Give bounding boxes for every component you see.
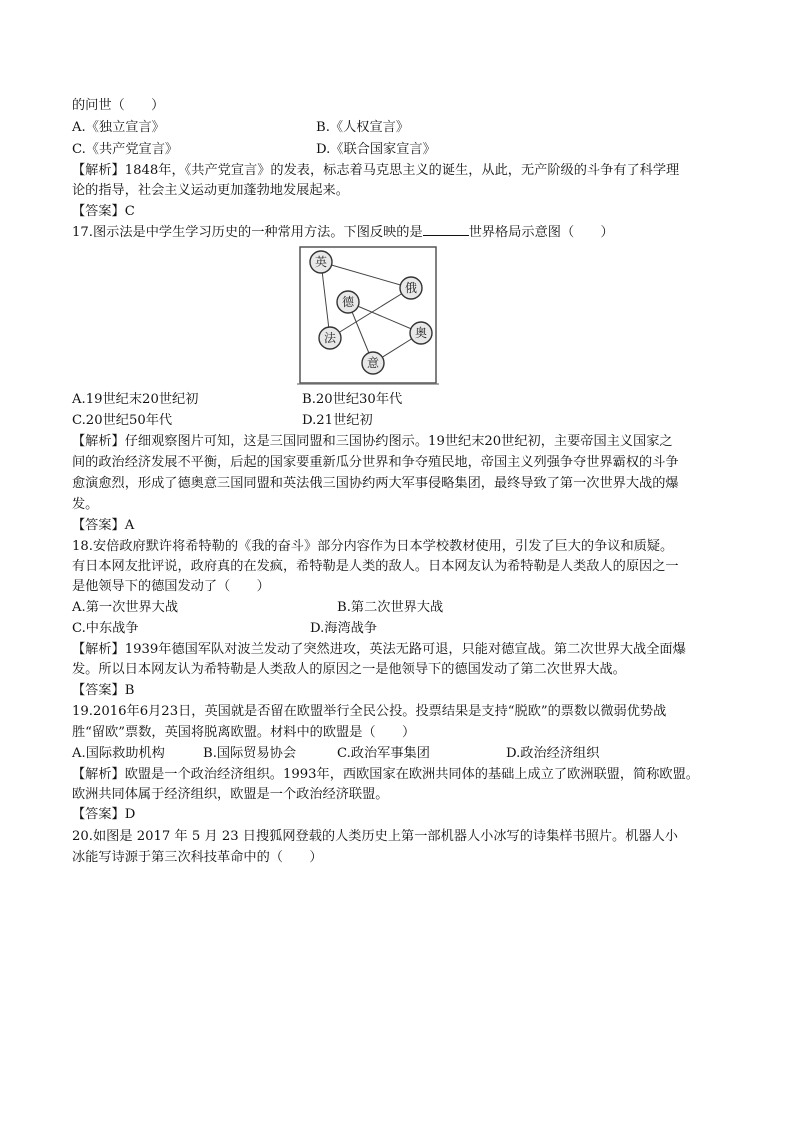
q17-analysis-1: 【解析】仔细观察图片可知，这是三国同盟和三国协约图示。19世纪末20世纪初，主要帝国主义国家之: [72, 434, 673, 449]
svg-text:英: 英: [314, 255, 328, 269]
q18-option-c: C.中东战争: [72, 621, 139, 636]
q17-stem: [72, 223, 614, 242]
q17-option-d: D.21世纪初: [302, 413, 373, 428]
q19-option-d: D.政治经济组织: [506, 746, 600, 761]
q17-analysis-2: 间的政治经济发展不平衡，后起的国家要重新瓜分世界和争夺殖民地，帝国主义列强争夺世界霸权的斗争: [72, 455, 679, 470]
q16-option-a: A.《独立宣言》: [72, 120, 165, 135]
q18-analysis-2: 发。所以日本网友认为希特勒是人类敌人的原因之一是他领导下的德国发动了第二次世界大战。: [72, 662, 626, 677]
q18-stem-1: 18.安倍政府默许将希特勒的《我的奋斗》部分内容作为日本学校教材使用，引发了巨大的争议和质疑。: [72, 539, 674, 554]
q17-answer: 【答案】A: [72, 518, 135, 533]
q19-analysis-2: 欧洲共同体属于经济组织，欧盟是一个政治经济联盟。: [72, 787, 389, 802]
q17-analysis-4: 发。: [72, 497, 99, 512]
q20-stem-1: 20.如图是 2017 年 5 月 23 日搜狐网登载的人类历史上第一部机器人小冰写的诗集样书照片。机器人小: [72, 829, 678, 844]
node-e: [400, 277, 422, 299]
q17-stem-pre: 17.图示法是中学生学习历史的一种常用方法。下图反映的是: [72, 225, 423, 240]
q19-stem-1: 19.2016年6月23日，英国就是否留在欧盟举行全民公投。投票结果是支持“脱欧”的票数以微弱优势战: [72, 704, 667, 719]
q18-analysis-1: 【解析】1939年德国军队对波兰发动了突然进攻，英法无路可退，只能对德宣战。第二次世界大战全面爆: [72, 642, 686, 657]
q16-option-d: D.《联合国家宣言》: [316, 142, 436, 157]
q17-option-a: A.19世纪末20世纪初: [72, 392, 199, 407]
alliance-diagram: [297, 244, 439, 386]
node-yi: [362, 352, 384, 374]
q19-option-a: A.国际救助机构: [72, 746, 165, 761]
q18-option-b: B.第二次世界大战: [337, 600, 444, 615]
q16-answer: 【答案】C: [72, 204, 135, 219]
q16-option-c: C.《共产党宣言》: [72, 142, 179, 157]
q17-analysis-3: 愈演愈烈，形成了德奥意三国同盟和英法俄三国协约两大军事侵略集团，最终导致了第一次世界大战的爆: [72, 476, 679, 491]
q18-stem-3: 是他领导下的德国发动了（ ）: [72, 579, 270, 594]
q19-stem-2: 胜“留欧”票数，英国将脱离欧盟。材料中的欧盟是（ ）: [72, 725, 416, 740]
q20-stem-2: 冰能写诗源于第三次科技革命中的（ ）: [72, 850, 323, 865]
svg-text:意: 意: [366, 356, 380, 370]
node-fa: [319, 327, 341, 349]
svg-text:奥: 奥: [414, 326, 428, 340]
svg-text:德: 德: [341, 295, 355, 309]
q17-stem-post: 世界格局示意图（ ）: [468, 225, 614, 240]
svg-text:法: 法: [323, 331, 337, 345]
q18-option-d: D.海湾战争: [310, 621, 378, 636]
q16-analysis-1: 【解析】1848年，《共产党宣言》的发表，标志着马克思主义的诞生，从此，无产阶级的斗争有了科学理: [72, 163, 680, 178]
q19-option-c: C.政治军事集团: [337, 746, 430, 761]
q16-stem-tail: 的问世（ ）: [72, 98, 165, 113]
node-ying: [310, 251, 332, 273]
q19-analysis-1: 【解析】欧盟是一个政治经济组织。1993年，西欧国家在欧洲共同体的基础上成立了欧洲联盟，简称欧盟。: [72, 767, 699, 782]
q18-option-a: A.第一次世界大战: [72, 600, 179, 615]
q18-stem-2: 有日本网友批评说，政府真的在发疯，希特勒是人类的敌人。日本网友认为希特勒是人类敌人的原因之一: [72, 559, 679, 574]
q17-option-b: B.20世纪30年代: [302, 392, 403, 407]
q18-answer: 【答案】B: [72, 683, 135, 698]
q17-blank: [423, 223, 469, 236]
svg-text:俄: 俄: [404, 281, 418, 295]
node-ao: [410, 322, 432, 344]
q16-option-b: B.《人权宣言》: [316, 120, 410, 135]
q17-option-c: C.20世纪50年代: [72, 413, 173, 428]
node-de: [337, 291, 359, 313]
q16-analysis-2: 论的指导，社会主义运动更加蓬勃地发展起来。: [72, 183, 349, 198]
q19-option-b: B.国际贸易协会: [203, 746, 297, 761]
q19-answer: 【答案】D: [72, 807, 136, 822]
